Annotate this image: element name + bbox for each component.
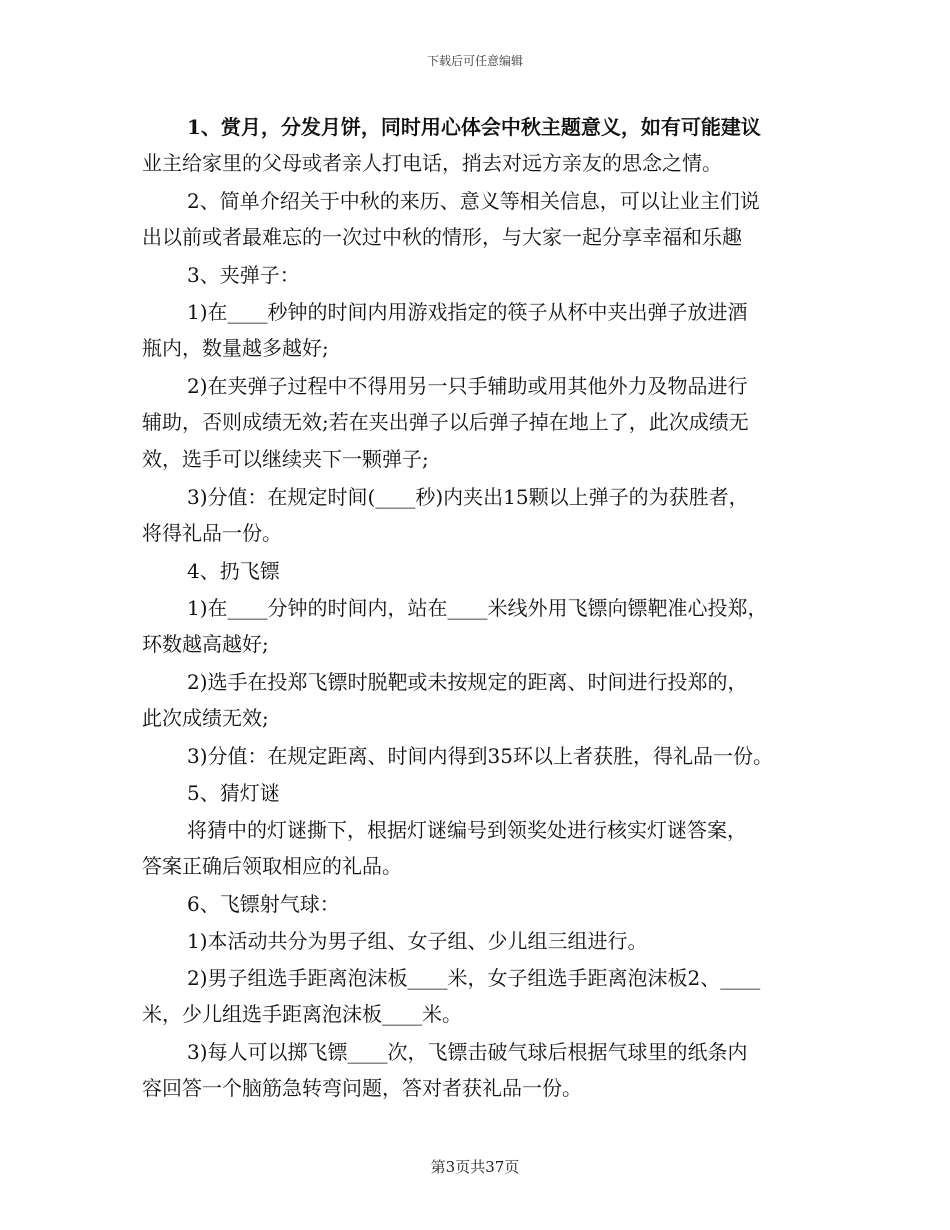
section-3-item-2-line-1: 2)在夹弹子过程中不得用另一只手辅助或用其他外力及物品进行 bbox=[187, 374, 748, 398]
section-3-item-3-line-2: 将得礼品一份。 bbox=[142, 521, 282, 545]
section-3-item-2-line-3: 效，选手可以继续夹下一颗弹子; bbox=[142, 447, 429, 471]
section-2-line-2: 出以前或者最难忘的一次过中秋的情形，与大家一起分享幸福和乐趣 bbox=[142, 225, 742, 249]
section-6-item-3-line-2: 容回答一个脑筋急转弯问题，答对者获礼品一份。 bbox=[142, 1076, 582, 1100]
section-3-item-3-line-1: 3)分值：在规定时间(____秒)内夹出15颗以上弹子的为获胜者， bbox=[187, 485, 749, 509]
section-6-item-2-line-2: 米，少儿组选手距离泡沫板____米。 bbox=[142, 1002, 462, 1026]
section-4-item-1-line-2: 环数越高越好; bbox=[142, 632, 269, 656]
section-4-item-2-line-2: 此次成绩无效; bbox=[142, 706, 269, 730]
section-3-item-2-line-2: 辅助，否则成绩无效;若在夹出弹子以后弹子掉在地上了，此次成绩无 bbox=[142, 410, 749, 434]
section-4-heading: 4、扔飞镖 bbox=[187, 559, 280, 583]
section-6-item-1: 1)本活动共分为男子组、女子组、少儿组三组进行。 bbox=[187, 929, 648, 953]
section-6-heading: 6、飞镖射气球： bbox=[187, 892, 340, 916]
section-6-item-3-line-1: 3)每人可以掷飞镖____次，飞镖击破气球后根据气球里的纸条内 bbox=[187, 1040, 748, 1064]
section-4-item-2-line-1: 2)选手在投郑飞镖时脱靶或未按规定的距离、时间进行投郑的， bbox=[187, 670, 748, 694]
section-1-line-2: 业主给家里的父母或者亲人打电话，捎去对远方亲友的思念之情。 bbox=[142, 151, 722, 175]
section-5-heading: 5、猜灯谜 bbox=[187, 781, 280, 805]
section-2-line-1: 2、简单介绍关于中秋的来历、意义等相关信息，可以让业主们说 bbox=[187, 189, 760, 213]
section-6-item-2-line-1: 2)男子组选手距离泡沫板____米，女子组选手距离泡沫板2、____ bbox=[187, 966, 761, 990]
section-3-heading: 3、夹弹子： bbox=[187, 263, 300, 287]
section-1-line-1: 1、赏月，分发月饼，同时用心体会中秋主题意义，如有可能建议 bbox=[187, 115, 761, 139]
section-3-item-1-line-1: 1)在____秒钟的时间内用游戏指定的筷子从杯中夹出弹子放进酒 bbox=[187, 300, 748, 324]
page-header: 下载后可任意编辑 bbox=[426, 54, 523, 68]
section-4-item-1-line-1: 1)在____分钟的时间内，站在____米线外用飞镖向镖靶准心投郑， bbox=[187, 596, 768, 620]
section-3-item-1-line-2: 瓶内，数量越多越好; bbox=[142, 336, 329, 360]
section-5-line-2: 答案正确后领取相应的礼品。 bbox=[142, 854, 402, 878]
page-footer: 第3页共37页 bbox=[430, 1158, 520, 1176]
section-4-item-3: 3)分值：在规定距离、时间内得到35环以上者获胜，得礼品一份。 bbox=[187, 744, 773, 768]
section-5-line-1: 将猜中的灯谜撕下，根据灯谜编号到领奖处进行核实灯谜答案， bbox=[187, 818, 747, 842]
